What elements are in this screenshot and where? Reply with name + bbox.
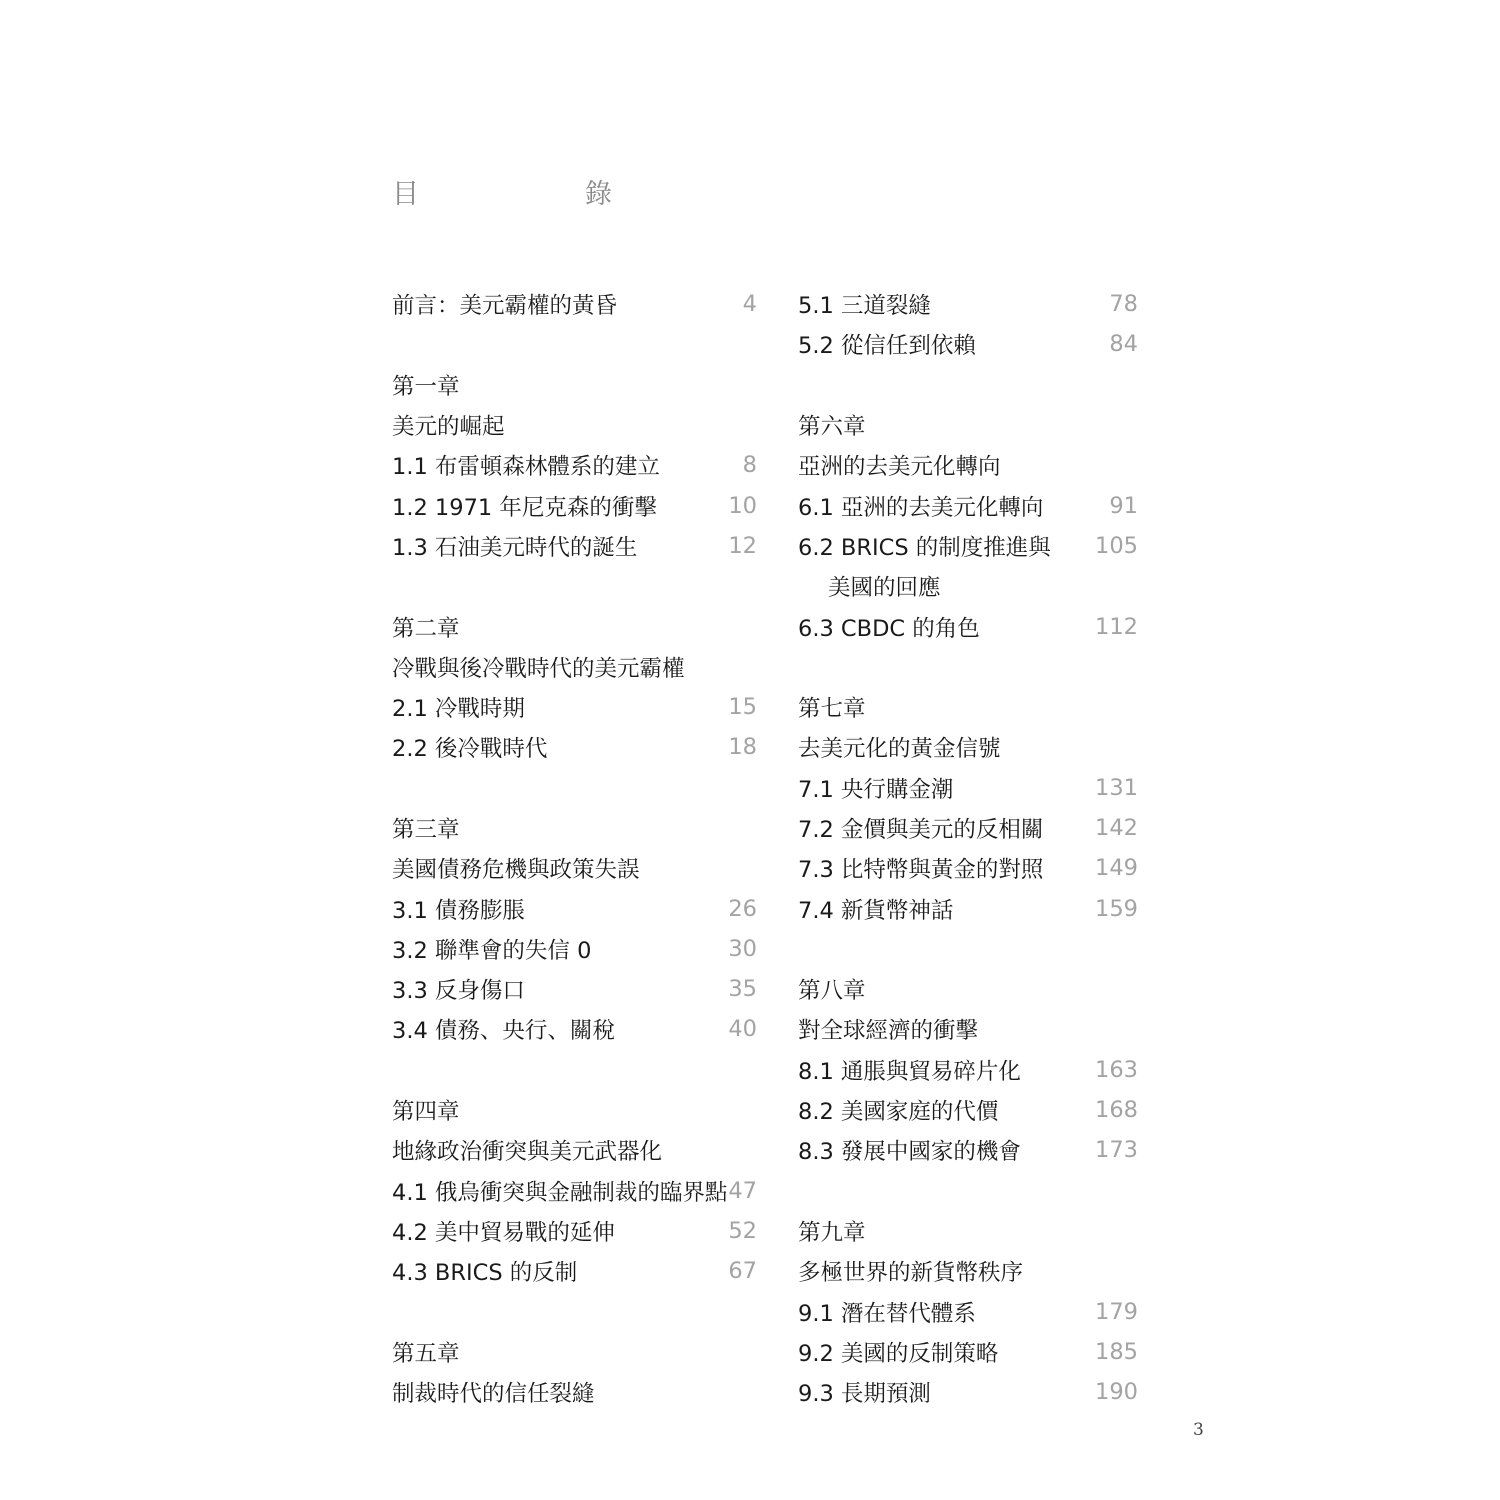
toc-entry-label: 7.3 比特幣與黃金的對照 (798, 857, 1044, 884)
toc-entry-label: 第八章 (798, 978, 866, 1005)
toc-entry-page: 12 (728, 532, 757, 559)
toc-spacer (392, 768, 757, 808)
toc-entry (798, 1009, 1138, 1049)
toc-entry (798, 526, 1138, 566)
toc-entry (798, 1130, 1138, 1170)
toc-entry (392, 445, 757, 485)
toc-entry-label: 對全球經濟的衝擊 (798, 1018, 979, 1045)
toc-entry-label: 制裁時代的信任裂縫 (392, 1381, 595, 1408)
toc-right-column (798, 284, 1138, 1412)
toc-entry-label: 1.3 石油美元時代的誕生 (392, 534, 638, 561)
toc-entry-label: 3.2 聯準會的失信 0 (392, 937, 592, 964)
toc-entry-page: 84 (1109, 331, 1138, 358)
toc-entry-page: 15 (728, 694, 757, 721)
toc-spacer (798, 647, 1138, 687)
toc-entry-page: 35 (728, 976, 757, 1003)
toc-entry (798, 405, 1138, 445)
toc-entry (798, 848, 1138, 888)
toc-entry (798, 969, 1138, 1009)
toc-entry (392, 727, 757, 767)
toc-entry (798, 445, 1138, 485)
toc-entry-page: 30 (728, 935, 757, 962)
toc-entry-label: 9.3 長期預測 (798, 1381, 931, 1408)
toc-entry-label: 9.1 潛在替代體系 (798, 1300, 976, 1327)
toc-entry-label: 7.2 金價與美元的反相關 (798, 817, 1044, 843)
toc-entry (798, 1332, 1138, 1372)
toc-entry-page: 18 (728, 734, 757, 761)
toc-entry (392, 687, 757, 727)
toc-entry (798, 1372, 1138, 1412)
toc-entry-label: 1.1 布雷頓森林體系的建立 (392, 454, 660, 481)
toc-entry-label: 4.3 BRICS 的反制 (392, 1260, 578, 1287)
page-number: 3 (1193, 1420, 1204, 1440)
toc-title-char-2: 錄 (585, 179, 612, 210)
toc-entry-page: 47 (728, 1177, 757, 1204)
toc-entry-label: 8.1 通脹與貿易碎片化 (798, 1058, 1021, 1085)
toc-entry-label: 亞洲的去美元化轉向 (798, 454, 1001, 481)
toc-entry-page: 159 (1095, 895, 1138, 922)
toc-entry-page: 105 (1095, 532, 1138, 559)
toc-entry-label: 3.3 反身傷口 (392, 978, 525, 1005)
toc-spacer (392, 1050, 757, 1090)
toc-entry-page: 163 (1095, 1056, 1138, 1083)
toc-entry-label: 美國的回應 (828, 575, 941, 602)
toc-entry (798, 687, 1138, 727)
toc-entry-label: 5.1 三道裂縫 (798, 293, 931, 320)
toc-entry (392, 1130, 757, 1170)
toc-entry (798, 808, 1138, 848)
toc-entry (392, 1332, 757, 1372)
toc-entry (392, 647, 757, 687)
toc-entry (798, 284, 1138, 324)
toc-entry-label: 第五章 (392, 1340, 460, 1367)
toc-entry-page: 91 (1109, 492, 1138, 519)
toc-entry-label: 1.2 1971 年尼克森的衝擊 (392, 494, 657, 521)
toc-entry-label: 第三章 (392, 817, 460, 843)
toc-entry-page: 112 (1095, 613, 1138, 640)
toc-entry-label: 7.4 新貨幣神話 (798, 897, 954, 924)
toc-entry-label: 4.1 俄烏衝突與金融制裁的臨界點 (392, 1179, 727, 1206)
toc-entry-label: 6.3 CBDC 的角色 (798, 615, 980, 642)
toc-entry (392, 808, 757, 848)
toc-entry-label: 第一章 (392, 373, 460, 400)
toc-entry-label: 第六章 (798, 414, 866, 441)
toc-entry-label: 8.2 美國家庭的代價 (798, 1099, 999, 1126)
toc-spacer (798, 929, 1138, 969)
toc-entry (798, 768, 1138, 808)
toc-entry-label: 地緣政治衝突與美元武器化 (392, 1139, 663, 1166)
toc-entry-label: 第二章 (392, 615, 460, 642)
toc-entry (392, 1372, 757, 1412)
toc-entry-label: 第九章 (798, 1219, 866, 1246)
toc-entry-label: 第七章 (798, 696, 866, 723)
toc-entry-label: 去美元化的黃金信號 (798, 736, 1001, 763)
toc-entry (798, 324, 1138, 364)
toc-entry-page: 4 (742, 291, 757, 318)
toc-title-char-1: 目 (392, 179, 419, 210)
toc-entry-page: 8 (742, 452, 757, 479)
toc-entry (798, 1211, 1138, 1251)
toc-entry (392, 365, 757, 405)
toc-entry-page: 173 (1095, 1137, 1138, 1164)
toc-title (392, 172, 612, 211)
toc-entry-page: 67 (728, 1258, 757, 1285)
toc-entry-page: 40 (728, 1016, 757, 1043)
toc-entry-page: 179 (1095, 1298, 1138, 1325)
toc-entry (798, 566, 1138, 606)
toc-entry-label: 第四章 (392, 1099, 460, 1126)
toc-entry (392, 1009, 757, 1049)
toc-entry-label: 6.1 亞洲的去美元化轉向 (798, 494, 1044, 521)
toc-entry-label: 5.2 從信任到依賴 (798, 333, 976, 360)
toc-entry (392, 485, 757, 525)
toc-entry-label: 3.4 債務、央行、關稅 (392, 1018, 615, 1045)
toc-entry (392, 1211, 757, 1251)
toc-spacer (392, 324, 757, 364)
toc-entry (392, 888, 757, 928)
toc-entry-label: 9.2 美國的反制策略 (798, 1340, 999, 1367)
toc-entry (798, 606, 1138, 646)
toc-entry (392, 606, 757, 646)
toc-entry (392, 1251, 757, 1291)
toc-entry-label: 4.2 美中貿易戰的延伸 (392, 1219, 615, 1246)
toc-left-column (392, 284, 757, 1412)
toc-entry (392, 284, 757, 324)
toc-entry-label: 美元的崛起 (392, 414, 505, 441)
toc-entry-label: 7.1 央行購金潮 (798, 776, 954, 803)
toc-entry-page: 190 (1095, 1379, 1138, 1406)
toc-entry (392, 405, 757, 445)
toc-entry-page: 142 (1095, 815, 1138, 841)
toc-entry (798, 1090, 1138, 1130)
toc-entry-page: 185 (1095, 1338, 1138, 1365)
toc-entry-label: 2.2 後冷戰時代 (392, 736, 548, 763)
toc-spacer (392, 566, 757, 606)
toc-spacer (392, 1291, 757, 1331)
toc-entry (798, 888, 1138, 928)
toc-entry (798, 727, 1138, 767)
toc-entry (392, 526, 757, 566)
toc-entry-page: 10 (728, 492, 757, 519)
toc-entry (392, 969, 757, 1009)
toc-entry-page: 131 (1095, 774, 1138, 801)
toc-entry-label: 前言：美元霸權的黃昏 (392, 293, 618, 320)
toc-entry (392, 1171, 757, 1211)
toc-entry-label: 3.1 債務膨脹 (392, 897, 525, 924)
toc-spacer (798, 1171, 1138, 1211)
toc-entry-page: 52 (728, 1217, 757, 1244)
toc-entry-page: 78 (1109, 291, 1138, 318)
toc-entry (392, 1090, 757, 1130)
toc-entry-label: 6.2 BRICS 的制度推進與 (798, 534, 1051, 561)
toc-entry (798, 1251, 1138, 1291)
toc-entry-page: 149 (1095, 855, 1138, 882)
toc-entry-label: 2.1 冷戰時期 (392, 696, 525, 723)
toc-entry (798, 1050, 1138, 1090)
toc-entry (392, 929, 757, 969)
toc-entry-label: 美國債務危機與政策失誤 (392, 857, 640, 884)
toc-entry-page: 26 (728, 895, 757, 922)
toc-entry-label: 冷戰與後冷戰時代的美元霸權 (392, 655, 685, 682)
toc-entry-label: 多極世界的新貨幣秩序 (798, 1260, 1024, 1287)
toc-entry (798, 1291, 1138, 1331)
toc-entry (392, 848, 757, 888)
toc-spacer (798, 365, 1138, 405)
toc-entry (798, 485, 1138, 525)
toc-entry-label: 8.3 發展中國家的機會 (798, 1139, 1021, 1166)
toc-entry-page: 168 (1095, 1097, 1138, 1124)
